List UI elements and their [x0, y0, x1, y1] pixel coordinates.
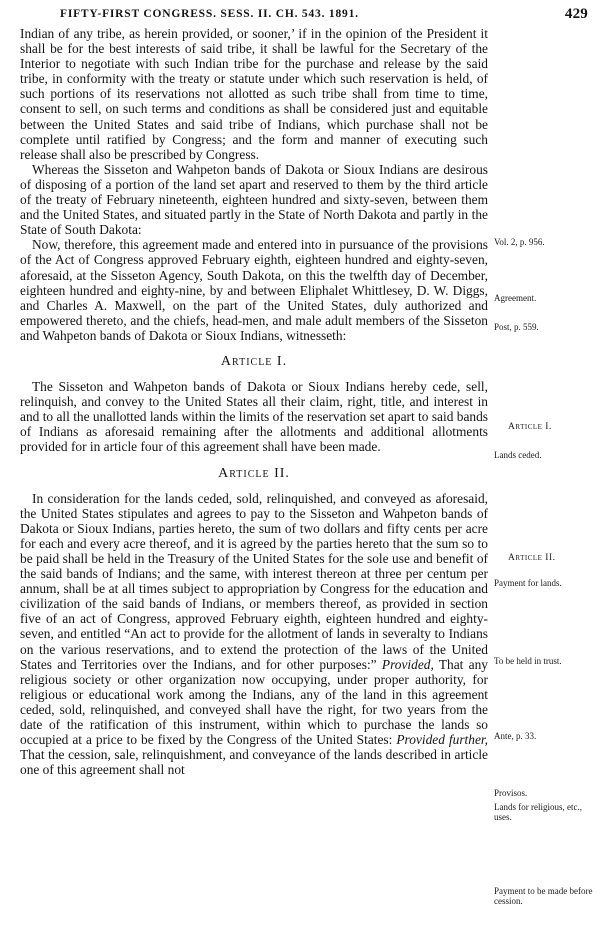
margin-note-lands-ceded: Lands ceded.: [494, 450, 542, 460]
paragraph: Indian of any tribe, as herein provided, or sooner,’ if in the opinion of the President it shall be for the best interests of said tribe, it shall be lawful for the Secretary of the Interior to negotiate with such Indian tribe for the purchase and release by the said tribe, in conformity with the treaty or statute under which such reservation is held, of such portions of its reservations not allotted as such tribe shall from time to time, consent to sell, on such terms and conditions as shall be considered just and equitable between the United States and said tribe of Indians, which purchase shall not be complete until ratified by Congress; and the form and manner of executing such release shall also be prescribed by Congress.: [20, 26, 488, 162]
paragraph: Now, therefore, this agreement made and entered into in pursuance of the provisions of the Act of Congress approved February eighth, eighteen hundred and eighty-seven, aforesaid, at the Sisseton Agency, South Dakota, on this the twelfth day of December, eighteen hundred and eighty-nine, by and between Eliphalet Whittlesey, D. W. Diggs, and Charles A. Maxwell, on the part of the United States, duly authorized and empowered thereto, and the chiefs, head-men, and male adult members of the Sisseton and Wahpeton bands of Dakota or Sioux Indians, witnesseth:: [20, 237, 488, 343]
running-head: FIFTY-FIRST CONGRESS. SESS. II. CH. 543. 1891.: [60, 8, 359, 20]
article-1-text: The Sisseton and Wahpeton bands of Dakota or Sioux Indians hereby cede, sell, relinquish, and convey to the United States all their claim, right, title, and interest in and to all the unallotted lands within the limits of the reservation set apart to said bands of Indians as aforesaid remaining after the allotments and additional allotments provided for in article four of this agreement shall have been made.: [20, 379, 488, 455]
article-2-text-part: In consideration for the lands ceded, sold, relinquished, and conveyed as aforesaid, the United States stipulates and agrees to pay to the Sisseton and Wahpeton bands of Dakota or Sioux Indians, parties hereto, the sum of two dollars and fifty cents per acre for each and every acre thereof, and it is agreed by the parties hereto that the sum so to be paid shall be held in the Treasury of the United States for the sole use and benefit of the said bands of Indians; and the same, with interest thereon at three per centum per annum, shall be at all times subject to appropriation by Congress for the education and civilization of the said bands of Indians, or members thereof, as provided in section five of an act of Congress, approved February eighth, eighteen hundred and eighty-seven, and entitled “An act to provide for the allotment of lands in severalty to Indians on the various reservations, and to extend the protection of the laws of the United States and Territories over the Indians, and for other purposes:”: [20, 490, 488, 672]
proviso-label: Provided further,: [396, 732, 488, 748]
margin-note-agreement: Agreement.: [494, 293, 537, 303]
margin-note-post-ref: Post, p. 559.: [494, 322, 539, 332]
margin-note-ante-ref: Ante, p. 33.: [494, 731, 537, 741]
article-2-heading: Article II.: [218, 465, 290, 481]
margin-notes: [490, 0, 600, 938]
margin-note-vol-ref: Vol. 2, p. 956.: [494, 237, 545, 247]
margin-note-payment-before-cession: Payment to be made before cession.: [494, 886, 593, 906]
margin-note-article-2: Article II.: [508, 553, 556, 563]
margin-note-held-in-trust: To be held in trust.: [494, 656, 562, 666]
article-2-text: [20, 491, 488, 778]
margin-note-lands-religious: Lands for religious, etc., uses.: [494, 802, 582, 822]
article-1-heading: Article I.: [220, 353, 288, 369]
main-text-column: [20, 26, 488, 777]
margin-note-article-1: Article I.: [508, 422, 552, 432]
margin-note-payment: Payment for lands.: [494, 578, 562, 588]
paragraph: Whereas the Sisseton and Wahpeton bands of Dakota or Sioux Indians are desirous of disposing of a portion of the land set apart and reserved to them by the third article of the treaty of February nineteenth, eighteen hundred and sixty-seven, between them and the United States, and situated partly in the State of North Dakota and partly in the State of South Dakota:: [20, 161, 488, 238]
page-number: 429: [564, 6, 588, 22]
article-2-text-part: That the cession, sale, relinquishment, and conveyance of the lands described in article one of this agreement shall not: [20, 747, 488, 778]
proviso-label: Provided,: [381, 656, 434, 672]
article-2-text-part: That any religious society or other organization now occupying, under proper authority, for religious or educational work among the Indians, any of the land in this agreement ceded, sold, relinquished, and conveyed shall have the right, for two years from the date of the ratification of this instrument, within which to purchase the lands so occupied at a price to be fixed by the Congress of the United States:: [20, 656, 488, 748]
margin-note-provisos: Provisos.: [494, 788, 528, 798]
